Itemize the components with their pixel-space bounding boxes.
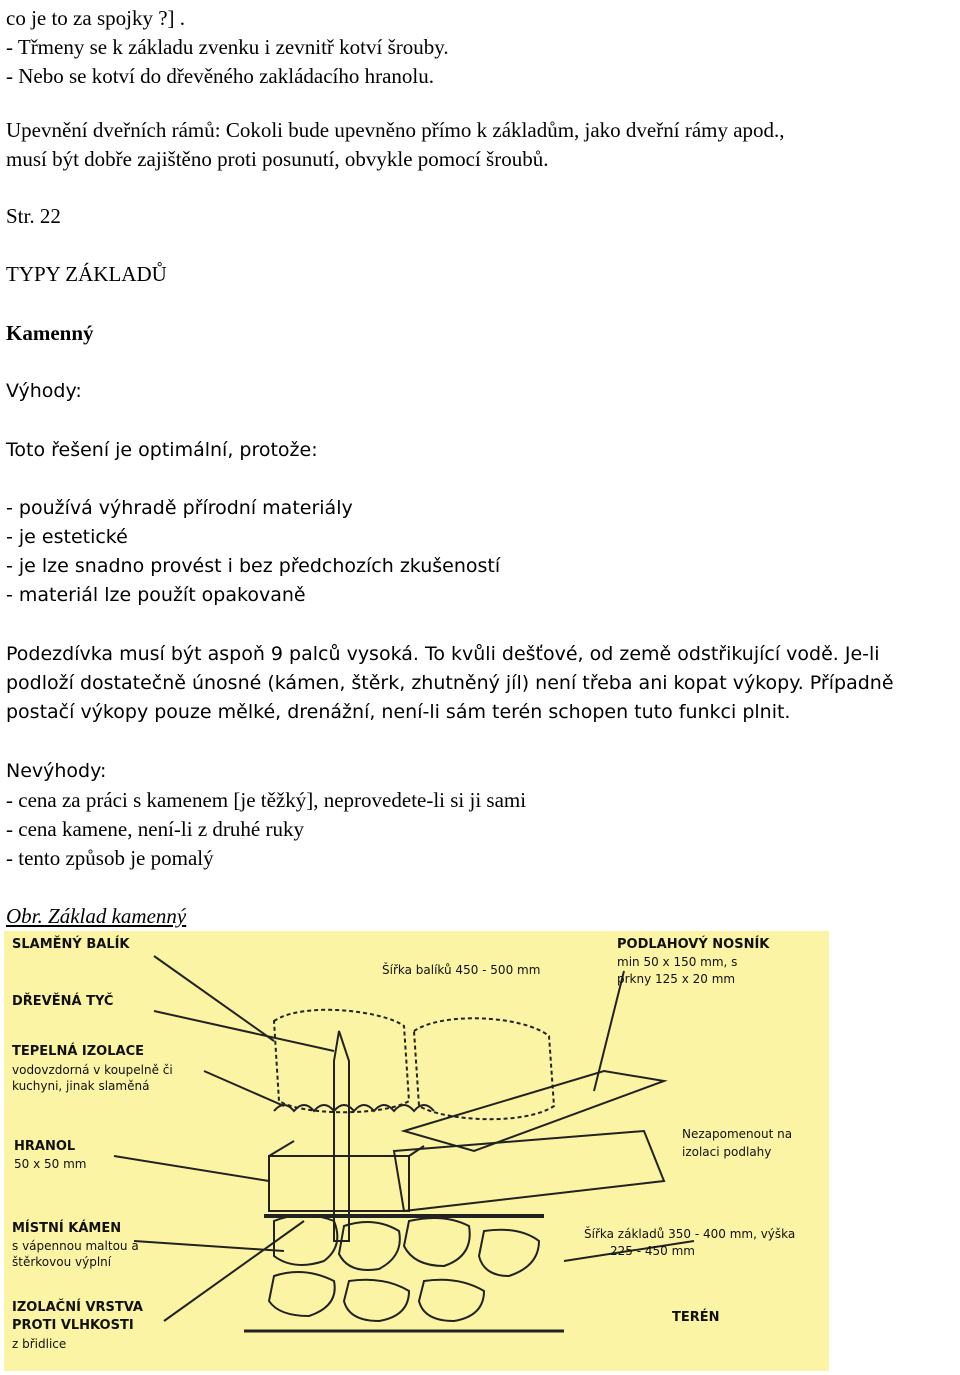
text-line: - Nebo se kotví do dřevěného zakládacího hranolu.: [6, 64, 435, 88]
text-line: - Třmeny se k základu zvenku i zevnitř kotví šrouby.: [6, 35, 449, 59]
list-item: - cena za práci s kamenem [je těžký], neprovedete-li si ji sami: [6, 788, 527, 812]
disadvantages-label: Nevýhody:: [6, 760, 107, 782]
label-beam-size: 50 x 50 mm: [14, 1157, 87, 1171]
subheading: Kamenný: [6, 321, 94, 345]
label-joist-boards: prkny 125 x 20 mm: [617, 972, 736, 986]
label-straw-bale: SLAMĚNÝ BALÍK: [12, 937, 130, 952]
text-line: co je to za spojky ?] .: [6, 6, 186, 30]
insulation-layer: [274, 1105, 434, 1111]
floor-joist: [394, 1131, 664, 1211]
list-item: - je lze snadno provést i bez předchozích zkušeností: [6, 555, 501, 577]
text-line: Toto řešení je optimální, protože:: [6, 439, 318, 461]
paragraph-line: Podezdívka musí být aspoň 9 palců vysoká. To kvůli dešťové, od země odstřikující vodě. Je-li: [6, 643, 880, 665]
list-item: - tento způsob je pomalý: [6, 846, 214, 870]
label-slate: z břidlice: [12, 1337, 67, 1351]
paragraph-line: postačí výkopy pouze mělké, drenážní, není-li sám terén schopen tuto funkci plnit.: [6, 701, 791, 723]
label-wooden-stake: DŘEVĚNÁ TYČ: [12, 994, 114, 1009]
stone-foundation-figure: [4, 931, 829, 1371]
label-joist-size: min 50 x 150 mm, s: [617, 955, 738, 969]
page-number: Str. 22: [6, 204, 61, 228]
figure-caption: Obr. Základ kamenný: [6, 904, 187, 928]
label-bale-width: Šířka balíků 450 - 500 mm: [382, 963, 541, 977]
label-insulation-note1: vodovzdorná v koupelně či: [12, 1063, 173, 1077]
label-foundation-height: 225 - 450 mm: [610, 1244, 695, 1258]
text-line: musí být dobře zajištěno proti posunutí, obvykle pomocí šroubů.: [6, 147, 549, 171]
foundation-stones: [269, 1215, 539, 1321]
label-floor-insulation2: izolaci podlahy: [682, 1145, 772, 1159]
advantages-label: Výhody:: [6, 380, 82, 402]
label-floor-joist: PODLAHOVÝ NOSNÍK: [617, 937, 770, 952]
label-ground: TERÉN: [672, 1310, 720, 1325]
label-damp-layer: IZOLAČNÍ VRSTVA: [12, 1300, 143, 1315]
straw-bale-left: [274, 1010, 409, 1112]
text-line: Upevnění dveřních rámů: Cokoli bude upevněno přímo k základům, jako dveřní rámy apod.,: [6, 118, 785, 142]
label-stone-mortar: s vápennou maltou a: [12, 1239, 139, 1253]
list-item: - používá výhradě přírodní materiály: [6, 497, 353, 519]
list-item: - materiál lze použít opakovaně: [6, 584, 306, 606]
section-heading: TYPY ZÁKLADŮ: [6, 262, 167, 286]
label-insulation-note2: kuchyni, jinak slaměná: [12, 1079, 150, 1093]
timber-plate: [269, 1156, 409, 1211]
straw-bale-right: [414, 1018, 554, 1119]
label-damp-layer2: PROTI VLHKOSTI: [12, 1318, 134, 1333]
list-item: - je estetické: [6, 526, 128, 548]
label-insulation: TEPELNÁ IZOLACE: [12, 1044, 144, 1059]
label-local-stone: MÍSTNÍ KÁMEN: [12, 1221, 122, 1236]
label-floor-insulation1: Nezapomenout na: [682, 1127, 793, 1141]
label-beam: HRANOL: [14, 1139, 76, 1154]
label-stone-gravel: štěrkovou výplní: [12, 1255, 112, 1269]
wooden-stake: [334, 1031, 349, 1241]
label-foundation-width: Šířka základů 350 - 400 mm, výška: [584, 1227, 796, 1241]
list-item: - cena kamene, není-li z druhé ruky: [6, 817, 304, 841]
paragraph-line: podloží dostatečně únosné (kámen, štěrk, zhutněný jíl) není třeba ani kopat výkopy. Případně: [6, 672, 894, 694]
